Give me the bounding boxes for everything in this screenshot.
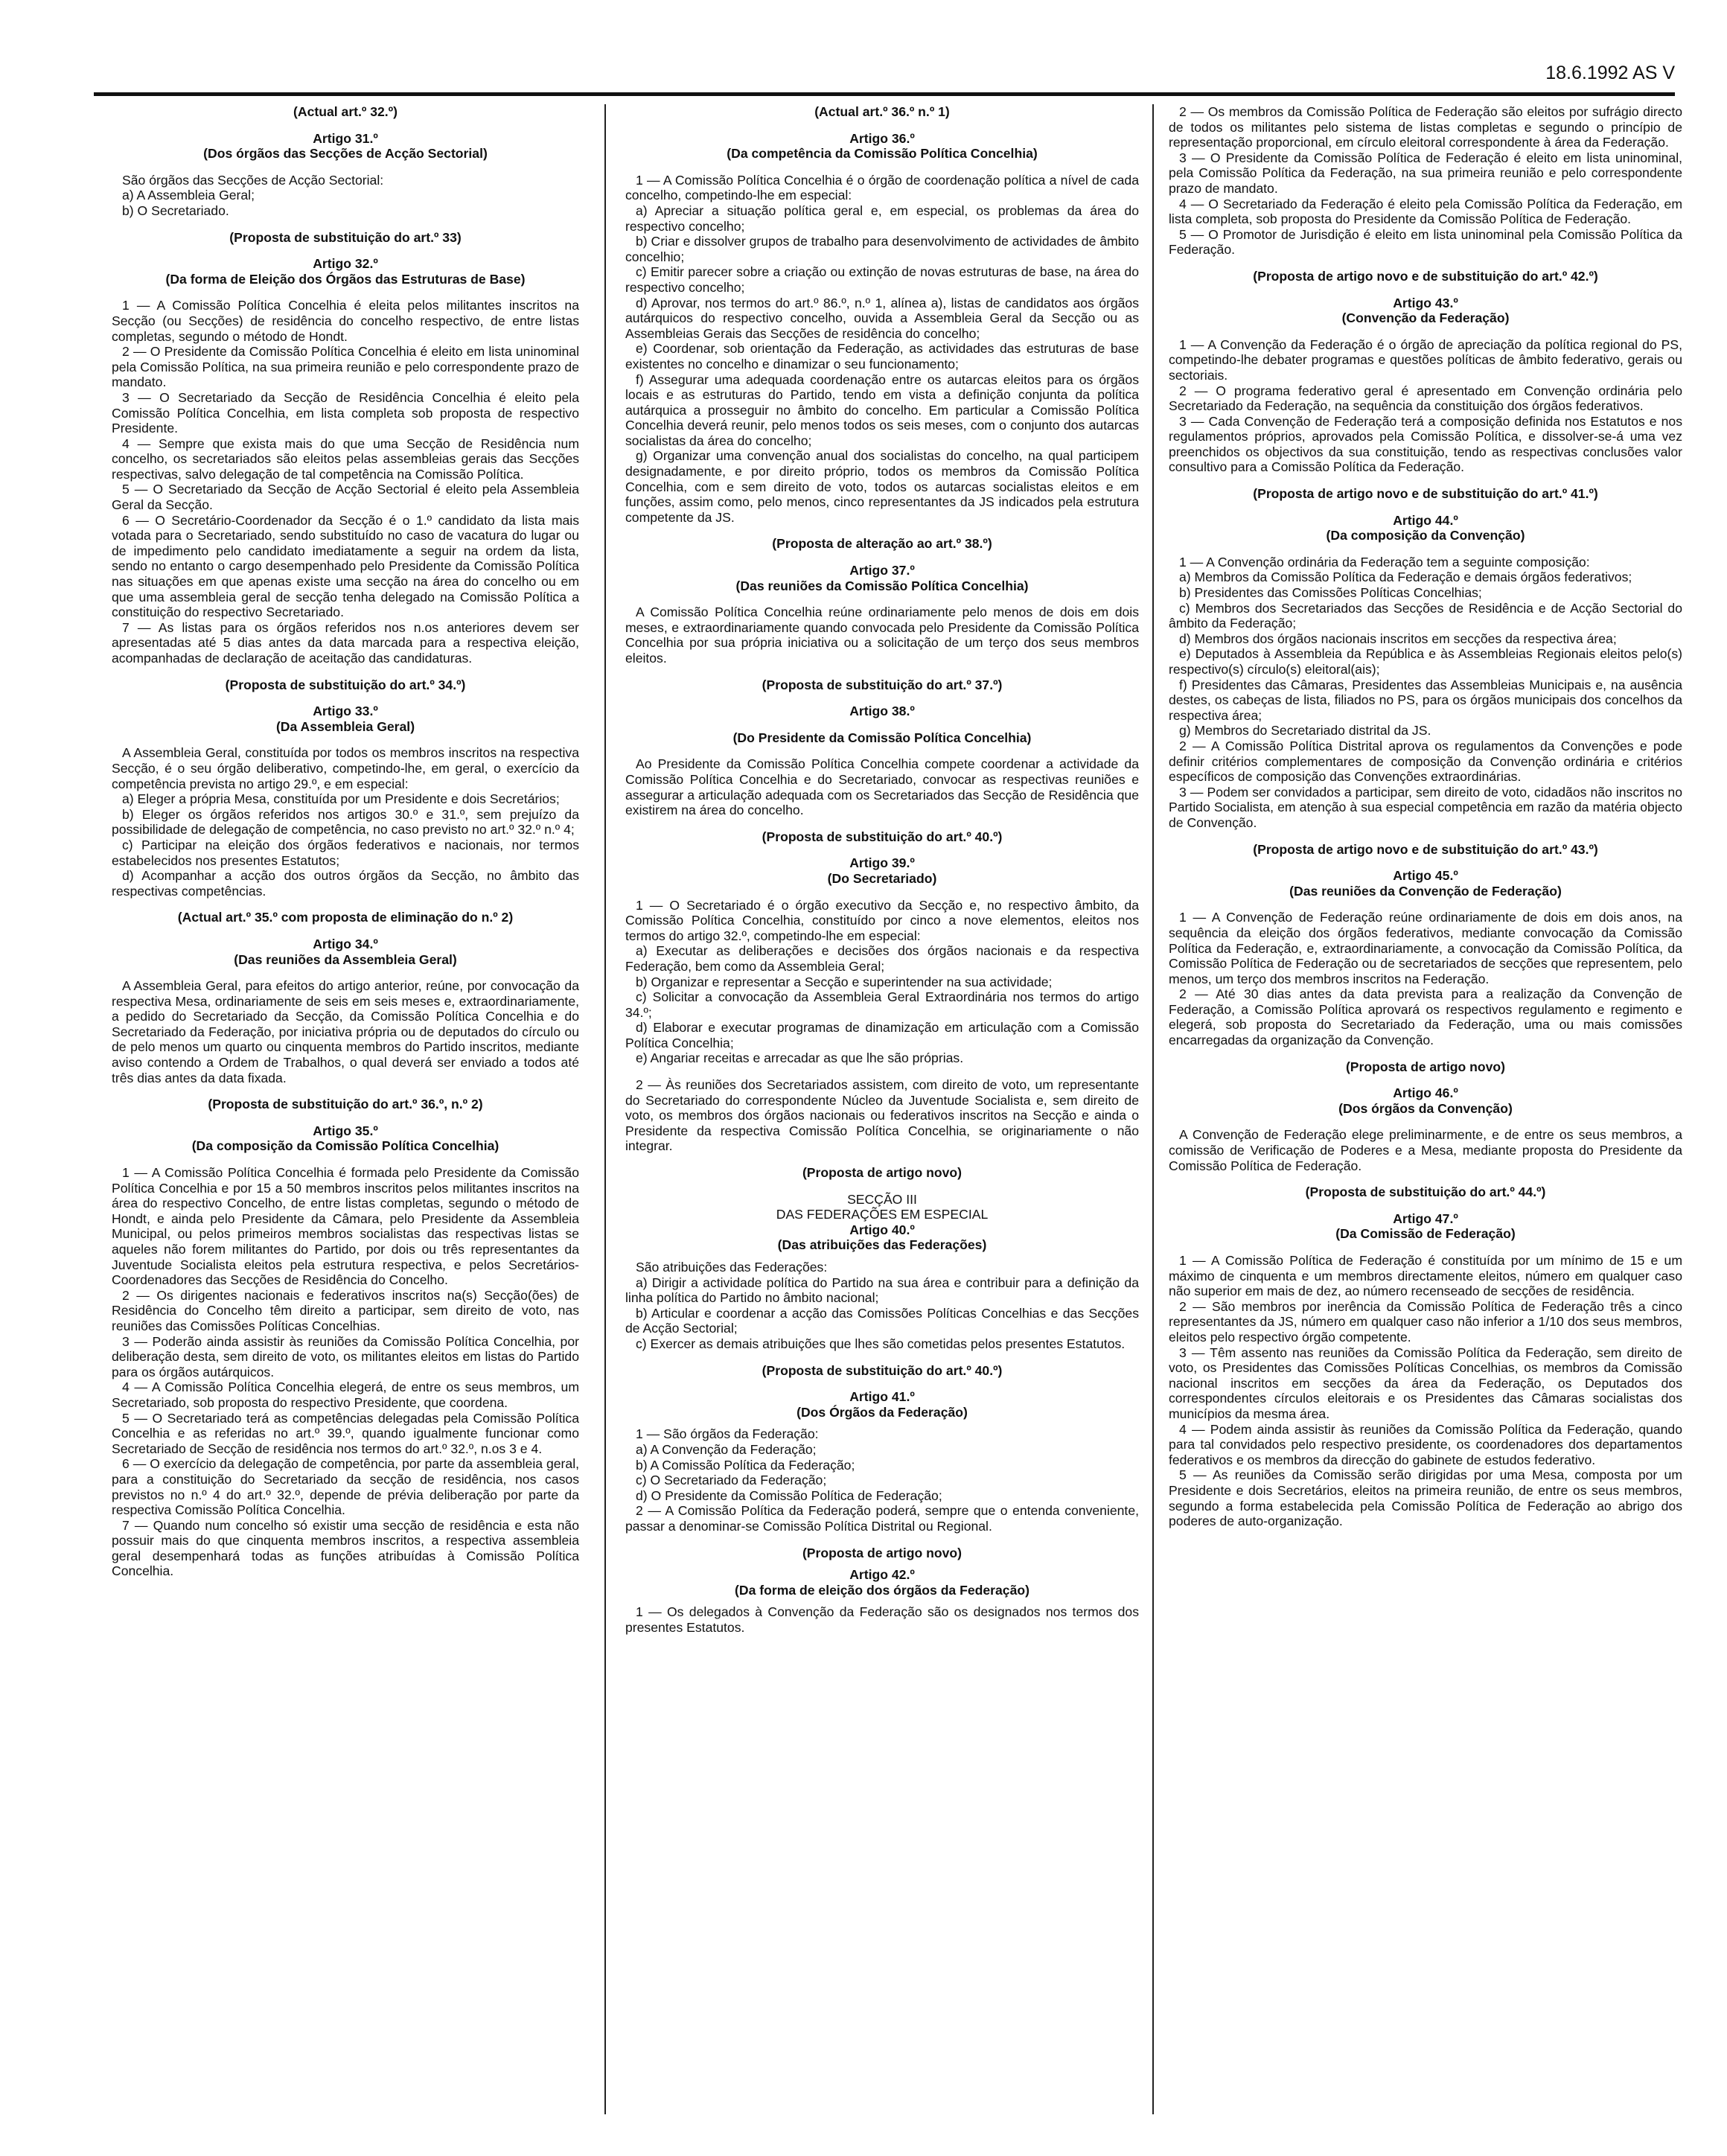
paragraph: 3 — O Presidente da Comissão Política de Federação é eleito em lista uninominal, pela Comissão Política da Federação, na sua primeira reunião e pelo correspondente prazo de mandato. bbox=[1169, 150, 1682, 196]
article-heading: Artigo 47.º bbox=[1393, 1211, 1458, 1226]
paragraph: a) Eleger a própria Mesa, constituída por um Presidente e dois Secretários; bbox=[122, 791, 560, 807]
paragraph: 2 — A Comissão Política da Federação poderá, sempre que o entenda conveniente, passar a denominar-se Comissão Política Distrital ou Regional. bbox=[625, 1503, 1139, 1534]
article-heading: (Proposta de substituição do art.º 40.º) bbox=[762, 829, 1003, 844]
article-heading: (Proposta de artigo novo e de substituição do art.º 43.º) bbox=[1253, 841, 1598, 857]
paragraph: c) Participar na eleição dos órgãos federativos e nacionais, nor termos estabelecidos nos presentes Estatutos; bbox=[112, 837, 579, 868]
article-heading: (Do Presidente da Comissão Política Concelhia) bbox=[732, 730, 1032, 745]
paragraph: c) Solicitar a convocação da Assembleia Geral Extraordinária nos termos do artigo 34.º; bbox=[625, 989, 1139, 1020]
page-date: 18.6.1992 AS V bbox=[1545, 63, 1675, 83]
paragraph: A Assembleia Geral, para efeitos do artigo anterior, reúne, por convocação da respectiva Mesa, ordinariamente de seis em seis meses e, extraordinariamente, a pedido do Secretariado da Secção, da Comissão Política Concelhia e do Secretariado da Federação, por iniciativa própria ou de deputados do círculo ou de pelo menos um quarto ou cinquenta membros do Partido inscritos, mediante aviso contendo a Ordem de Trabalhos, o qual deverá ser enviado a todos até três dias antes da data fixada. bbox=[112, 978, 579, 1085]
article-heading: (Proposta de artigo novo e de substituição do art.º 42.º) bbox=[1253, 268, 1598, 284]
article-heading: Artigo 44.º bbox=[1393, 512, 1458, 528]
paragraph: b) Criar e dissolver grupos de trabalho para desenvolvimento de actividades de âmbito concelhio; bbox=[625, 234, 1139, 264]
paragraph: 1 — A Convenção ordinária da Federação tem a seguinte composição: bbox=[1179, 554, 1590, 570]
article-heading: (Da composição da Convenção) bbox=[1326, 528, 1525, 543]
paragraph: g) Membros do Secretariado distrital da JS. bbox=[1179, 723, 1431, 739]
article-heading: (Proposta de artigo novo) bbox=[802, 1545, 963, 1560]
paragraph: 1 — A Convenção de Federação reúne ordinariamente de dois em dois anos, na sequência da eleição dos órgãos federativos, mediante convocação da Comissão Política da Federação, e, extraordinariamente, a convocação da Comissão Política, da Comissão Política de Federação ou de secretariados de secções que representem, pelo menos, um terço dos membros inscritos na Federação. bbox=[1169, 910, 1682, 986]
paragraph: c) Exercer as demais atribuições que lhes são cometidas pelos presentes Estatutos. bbox=[636, 1336, 1126, 1351]
article-heading: (Convenção da Federação) bbox=[1341, 310, 1510, 326]
paragraph: a) Executar as deliberações e decisões dos órgãos nacionais e da respectiva Federação, bem como da Assembleia Geral; bbox=[625, 943, 1139, 974]
paragraph: 6 — O exercício da delegação de competência, por parte da assembleia geral, para a constituição do Secretariado da secção de residência, nos casos previstos no n.º 4 do art.º 32.º, depende de prévia deliberação por parte da respectiva Comissão Política Concelhia. bbox=[112, 1456, 579, 1518]
paragraph: 2 — São membros por inerência da Comissão Política de Federação três a cinco representantes da JS, número em qualquer caso não inferior a 1/10 dos seus membros, eleitos pelo respectivo órgão competente. bbox=[1169, 1298, 1682, 1345]
article-heading: (Dos órgãos da Convenção) bbox=[1338, 1100, 1513, 1116]
article-heading: (Da composição da Comissão Política Concelhia) bbox=[191, 1138, 499, 1154]
header-rule bbox=[94, 92, 1675, 96]
article-heading: SECÇÃO III bbox=[847, 1191, 917, 1207]
article-heading: (Proposta de substituição do art.º 33) bbox=[229, 229, 462, 245]
article-heading: (Do Secretariado) bbox=[827, 870, 937, 886]
column-right bbox=[1169, 104, 1682, 2129]
article-heading: Artigo 37.º bbox=[849, 563, 915, 578]
paragraph: 2 — O programa federativo geral é apresentado em Convenção ordinária pelo Secretariado da Federação, na sequência da constituição dos órgãos federativos. bbox=[1169, 383, 1682, 414]
paragraph: b) Organizar e representar a Secção e superintender na sua actividade; bbox=[636, 974, 1053, 989]
paragraph: 1 — A Comissão Política Concelhia é o órgão de coordenação política a nível de cada concelho, competindo-lhe em especial: bbox=[625, 172, 1139, 203]
article-heading: (Proposta de substituição do art.º 34.º) bbox=[225, 677, 466, 692]
article-heading: Artigo 45.º bbox=[1393, 868, 1458, 884]
article-heading: Artigo 39.º bbox=[849, 855, 915, 871]
paragraph: A Assembleia Geral, constituída por todos os membros inscritos na respectiva Secção, é o seu órgão deliberativo, competindo-lhe, em geral, o exercício da competência prevista no artigo 29.º, e em especial: bbox=[112, 745, 579, 791]
article-heading: (Proposta de substituição do art.º 37.º) bbox=[762, 677, 1003, 692]
paragraph: d) Aprovar, nos termos do art.º 86.º, n.º 1, alínea a), listas de candidatos aos órgãos autárquicos do respectivo concelho, ouvida a Assembleia Geral da Secção ou as Assembleias Gerais das Secções de residência do concelho; bbox=[625, 295, 1139, 341]
article-heading: (Dos órgãos das Secções de Acção Sectorial) bbox=[203, 146, 488, 162]
paragraph: 4 — Sempre que exista mais do que uma Secção de Residência num concelho, os secretariados são eleitos pelas assembleias gerais das Secções respectivas, salvo delegação de tal competência na Comissão Política. bbox=[112, 436, 579, 482]
page-header bbox=[94, 63, 1675, 92]
paragraph: 1 — São órgãos da Federação: bbox=[636, 1426, 819, 1442]
paragraph: 3 — O Secretariado da Secção de Residência Concelhia é eleito pela Comissão Política Concelhia, em lista completa sob proposta de respectivo Presidente. bbox=[112, 389, 579, 436]
article-heading: DAS FEDERAÇÕES EM ESPECIAL bbox=[776, 1207, 989, 1222]
paragraph: d) Elaborar e executar programas de dinamização em articulação com a Comissão Política Concelhia; bbox=[625, 1020, 1139, 1050]
paragraph: 2 — A Comissão Política Distrital aprova os regulamentos da Convenções e pode definir critérios complementares de composição da Convenção ordinária e critérios específicos de composição das Convenções extraordinárias. bbox=[1169, 738, 1682, 785]
article-heading: Artigo 36.º bbox=[849, 130, 915, 146]
paragraph: A Convenção de Federação elege preliminarmente, e de entre os seus membros, a comissão de Verificação de Poderes e a Mesa, mediante proposta do Presidente da Comissão Política de Federação. bbox=[1169, 1127, 1682, 1173]
article-heading: (Proposta de artigo novo) bbox=[802, 1165, 963, 1181]
article-heading: Artigo 40.º bbox=[849, 1222, 915, 1237]
paragraph: 5 — As reuniões da Comissão serão dirigidas por uma Mesa, composta por um Presidente e dois Secretários, eleitos na primeira reunião, de entre os seus membros, segundo a forma estabelecida pela Comissão Política de Federação ao abrigo dos poderes de auto-organização. bbox=[1169, 1467, 1682, 1529]
paragraph: 2 — Os membros da Comissão Política de Federação são eleitos por sufrágio directo de todos os militantes pelo sistema de listas completas e segundo o princípio de representação proporcional, em círculo eleitoral correspondente à área da Federação. bbox=[1169, 104, 1682, 150]
paragraph: São órgãos das Secções de Acção Sectorial: bbox=[122, 172, 384, 188]
article-heading: (Proposta de artigo novo e de substituição do art.º 41.º) bbox=[1253, 486, 1598, 502]
paragraph: 2 — Às reuniões dos Secretariados assistem, com direito de voto, um representante do Secretariado do correspondente Núcleo da Juventude Socialista e, sem direito de voto, os membros dos órgãos nacionais ou federativos inscritos na Secção e ainda o Presidente da respectiva Comissão Política Concelhia, se originariamente o não integrar. bbox=[625, 1077, 1139, 1154]
paragraph: 5 — O Promotor de Jurisdição é eleito em lista uninominal pela Comissão Política da Federação. bbox=[1169, 226, 1682, 258]
paragraph: 1 — A Convenção da Federação é o órgão de apreciação da política regional do PS, competindo-lhe debater programas e questões políticas de âmbito federativo, gerais ou sectoriais. bbox=[1169, 337, 1682, 383]
article-heading: Artigo 38.º bbox=[849, 704, 915, 719]
paragraph: b) Eleger os órgãos referidos nos artigos 30.º e 31.º, sem prejuízo da possibilidade de delegação de competência, no caso previsto no art.º 32.º n.º 4; bbox=[112, 806, 579, 838]
article-heading: (Actual art.º 36.º n.º 1) bbox=[814, 104, 950, 119]
paragraph: d) Membros dos órgãos nacionais inscritos em secções da respectiva área; bbox=[1179, 631, 1617, 646]
article-heading: (Actual art.º 35.º com proposta de eliminação do n.º 2) bbox=[177, 910, 514, 925]
article-heading: Artigo 43.º bbox=[1393, 295, 1458, 310]
article-heading: Artigo 41.º bbox=[849, 1389, 915, 1405]
paragraph: 2 — Os dirigentes nacionais e federativos inscritos na(s) Secção(ões) de Residência do Concelho têm direito a participar, sem direito de voto, nas reuniões das Comissões Políticas Concelhias. bbox=[112, 1287, 579, 1333]
paragraph: d) O Presidente da Comissão Política de Federação; bbox=[636, 1487, 942, 1503]
paragraph: d) Acompanhar a acção dos outros órgãos da Secção, no âmbito das respectivas competências. bbox=[112, 868, 579, 899]
article-heading: Artigo 31.º bbox=[313, 130, 378, 146]
article-heading: (Da competência da Comissão Política Concelhia) bbox=[727, 146, 1038, 162]
article-heading: (Da forma de Eleição dos Órgãos das Estruturas de Base) bbox=[165, 271, 526, 287]
paragraph: b) A Comissão Política da Federação; bbox=[636, 1457, 855, 1473]
column-middle bbox=[625, 104, 1139, 2129]
paragraph: 1 — A Comissão Política de Federação é constituída por um mínimo de 15 e um máximo de cinquenta e um membros directamente eleitos, número em qualquer caso não superior em mais de dez, ao número recenseado de secções de residência. bbox=[1169, 1253, 1682, 1299]
article-heading: (Proposta de substituição do art.º 44.º) bbox=[1305, 1184, 1546, 1200]
article-heading: (Proposta de substituição do art.º 40.º) bbox=[762, 1362, 1003, 1378]
paragraph: 7 — Quando num concelho só existir uma secção de residência e esta não possuir mais do que cinquenta membros inscritos, a respectiva assembleia geral desempenhará todas as funções atribuídas à Comissão Política Concelhia. bbox=[112, 1517, 579, 1579]
column-divider-1 bbox=[604, 104, 606, 2114]
paragraph: c) O Secretariado da Federação; bbox=[636, 1473, 827, 1488]
article-heading: (Proposta de artigo novo) bbox=[1345, 1059, 1506, 1074]
article-heading: (Da Assembleia Geral) bbox=[275, 718, 415, 734]
article-heading: Artigo 42.º bbox=[849, 1567, 915, 1583]
article-heading: Artigo 32.º bbox=[313, 256, 378, 272]
paragraph: 2 — Até 30 dias antes da data prevista para a realização da Convenção de Federação, a Comissão Política aprovará os respectivos regulamento e regimento e elegerá, sob proposta do Secretariado da Federação, uma ou mais comissões encarregadas da organização da Convenção. bbox=[1169, 986, 1682, 1048]
paragraph: c) Membros dos Secretariados das Secções de Residência e de Acção Sectorial do âmbito da Federação; bbox=[1169, 600, 1682, 631]
paragraph: São atribuições das Federações: bbox=[636, 1260, 828, 1275]
paragraph: 3 — Podem ser convidados a participar, sem direito de voto, cidadãos não inscritos no Partido Socialista, em atenção à sua especial competência em razão da matéria objecto de Convenção. bbox=[1169, 784, 1682, 830]
article-heading: (Das reuniões da Comissão Política Concelhia) bbox=[735, 578, 1029, 593]
paragraph: 3 — Poderão ainda assistir às reuniões da Comissão Política Concelhia, por deliberação desta, sem direito de voto, os militantes eleitos em listas do Partido para os órgãos autárquicos. bbox=[112, 1333, 579, 1380]
paragraph: 1 — O Secretariado é o órgão executivo da Secção e, no respectivo âmbito, da Comissão Política Concelhia, constituído por cinco a nove elementos, eleitos nos termos do artigo 32.º, competindo-lhe em especial: bbox=[625, 897, 1139, 943]
article-heading: (Das reuniões da Assembleia Geral) bbox=[234, 951, 457, 967]
paragraph: b) Presidentes das Comissões Políticas Concelhias; bbox=[1179, 585, 1482, 601]
paragraph: g) Organizar uma convenção anual dos socialistas do concelho, na qual participem designadamente, e por direito próprio, todos os membros da Comissão Política Concelhia, com e sem direito de voto, todos os autarcas socialistas eleitos e em funções, assim como, pelo menos, cinco representantes da JS indicados pela estrutura competente da JS. bbox=[625, 448, 1139, 525]
article-heading: Artigo 46.º bbox=[1393, 1085, 1458, 1101]
paragraph: 3 — Têm assento nas reuniões da Comissão Política da Federação, sem direito de voto, os Presidentes das Comissões Políticas Concelhias, os membros da Comissão nacional inscritos em secções da área da Federação, os Deputados dos correspondentes círculos eleitorais e os Presidentes das Câmaras socialistas dos municípios da mesma área. bbox=[1169, 1345, 1682, 1421]
paragraph: 5 — O Secretariado terá as competências delegadas pela Comissão Política Concelhia e as referidas no art.º 39.º, quando igualmente funcionar como Secretariado de Secção de residência nos termos do art.º 32.º, n.os 3 e 4. bbox=[112, 1410, 579, 1456]
paragraph: 4 — Podem ainda assistir às reuniões da Comissão Política da Federação, quando para tal convidados pelo respectivo presidente, os coordenadores dos departamentos federativos e os membros da direcção do gabinete de estudos federativo. bbox=[1169, 1421, 1682, 1467]
paragraph: 1 — A Comissão Política Concelhia é eleita pelos militantes inscritos na Secção (ou Secções) de residência do concelho respectivo, de entre listas completas, segundo o método de Hondt. bbox=[112, 298, 579, 344]
article-heading: (Proposta de alteração ao art.º 38.º) bbox=[772, 536, 992, 552]
paragraph: a) Membros da Comissão Política da Federação e demais órgãos federativos; bbox=[1179, 570, 1632, 585]
paragraph: b) Articular e coordenar a acção das Comissões Políticas Concelhias e das Secções de Acção Sectorial; bbox=[625, 1305, 1139, 1336]
paragraph: 7 — As listas para os órgãos referidos nos n.os anteriores devem ser apresentadas até 5 dias antes da data marcada para a respectiva eleição, acompanhadas de declaração de aceitação das candidaturas. bbox=[112, 619, 579, 666]
paragraph: e) Deputados à Assembleia da República e às Assembleias Regionais eleitos pelo(s) respectivo(s) círculo(s) eleitoral(ais); bbox=[1169, 646, 1682, 677]
paragraph: a) A Assembleia Geral; bbox=[122, 188, 255, 203]
paragraph: c) Emitir parecer sobre a criação ou extinção de novas estruturas de base, na área do respectivo concelho; bbox=[625, 264, 1139, 295]
paragraph: e) Angariar receitas e arrecadar as que lhe são próprias. bbox=[636, 1050, 964, 1066]
paragraph: 5 — O Secretariado da Secção de Acção Sectorial é eleito pela Assembleia Geral da Secção. bbox=[112, 482, 579, 513]
column-left bbox=[112, 104, 579, 2129]
article-heading: (Actual art.º 32.º) bbox=[293, 104, 398, 119]
article-heading: (Dos Órgãos da Federação) bbox=[797, 1404, 968, 1420]
paragraph: Ao Presidente da Comissão Política Concelhia compete coordenar a actividade da Comissão Política Concelhia e do Secretariado, convocar as respectivas reuniões e assegurar a articulação adequada com os Secretariados das Secção de Residência que existirem na área do concelho. bbox=[625, 756, 1139, 818]
article-heading: (Da forma de eleição dos órgãos da Federação) bbox=[735, 1582, 1030, 1598]
article-heading: Artigo 33.º bbox=[313, 704, 378, 719]
paragraph: f) Assegurar uma adequada coordenação entre os autarcas eleitos para os órgãos locais e as estruturas do Partido, tendo em vista a definição conjunta da política autárquica a prosseguir no âmbito do concelho. Em particular a Comissão Política Concelhia deverá reunir, pelo menos todos os seis meses, com o conjunto dos autarcas socialistas da área do concelho; bbox=[625, 371, 1139, 448]
paragraph: a) Apreciar a situação política geral e, em especial, os problemas da área do respectivo concelho; bbox=[625, 202, 1139, 234]
paragraph: 3 — Cada Convenção de Federação terá a composição definida nos Estatutos e nos regulamentos próprios, aprovados pela Comissão Política, e dissolver-se-á uma vez preenchidos os objectivos da sua constituição, tendo as respectivas conclusões valor consultivo para a Comissão Política da Federação. bbox=[1169, 413, 1682, 475]
column-divider-2 bbox=[1152, 104, 1154, 2114]
article-heading: (Das atribuições das Federações) bbox=[777, 1237, 987, 1253]
paragraph: 4 — O Secretariado da Federação é eleito pela Comissão Política da Federação, em lista completa, sob proposta do Presidente da Comissão Política de Federação. bbox=[1169, 196, 1682, 227]
paragraph: a) A Convenção da Federação; bbox=[636, 1441, 817, 1457]
paragraph: e) Coordenar, sob orientação da Federação, as actividades das estruturas de base existentes no concelho e dinamizar o seu funcionamento; bbox=[625, 341, 1139, 371]
paragraph: f) Presidentes das Câmaras, Presidentes das Assembleias Municipais e, na ausência destes, os cabeças de lista, filiados no PS, para os órgãos municipais dos concelhos da respectiva área; bbox=[1169, 677, 1682, 723]
paragraph: 6 — O Secretário-Coordenador da Secção é o 1.º candidato da lista mais votada para o Secretariado, sendo substituído no caso de vacatura do lugar ou de impedimento pelo candidato imediatamente a seguir na ordem da lista, sendo no entanto o cargo desempenhado pelo Presidente da Comissão Política nas situações em que apenas existe uma secção na área do concelho ou em que uma assembleia geral de secção tenha delegado na Comissão Política a constituição do respectivo Secretariado. bbox=[112, 512, 579, 620]
article-heading: (Da Comissão de Federação) bbox=[1335, 1226, 1516, 1242]
paragraph: a) Dirigir a actividade política do Partido na sua área e contribuir para a definição da linha política do Partido no âmbito nacional; bbox=[625, 1275, 1139, 1306]
article-heading: Artigo 35.º bbox=[313, 1123, 378, 1138]
paragraph: 2 — O Presidente da Comissão Política Concelhia é eleito em lista uninominal pela Comissão Política, na sua primeira reunião e pelo correspondente prazo de mandato. bbox=[112, 344, 579, 390]
paragraph: 1 — A Comissão Política Concelhia é formada pelo Presidente da Comissão Política Concelhia e por 15 a 50 membros inscritos pelos militantes inscritos na área do respectivo Concelho, de entre listas completas, segundo o método de Hondt, e ainda pelo Presidente da Câmara, pelo Presidente da Assembleia Municipal, ou pelos primeiros membros socialistas das respectivas listas se aqueles não forem militantes do Partido, por dois ou três representantes da Juventude Socialista eleitos pela estrutura respectiva, e pelos Secretários-Coordenadores das Secções de Residência do Concelho. bbox=[112, 1165, 579, 1288]
paragraph: A Comissão Política Concelhia reúne ordinariamente pelo menos de dois em dois meses, e extraordinariamente quando convocada pelo Presidente da Comissão Política Concelhia por sua própria iniciativa ou a solicitação de um terço dos seus membros eleitos. bbox=[625, 605, 1139, 666]
paragraph: b) O Secretariado. bbox=[122, 202, 229, 218]
article-heading: (Proposta de substituição do art.º 36.º, n.º 2) bbox=[208, 1097, 483, 1112]
article-heading: (Das reuniões da Convenção de Federação) bbox=[1289, 883, 1562, 899]
article-heading: Artigo 34.º bbox=[313, 936, 378, 951]
paragraph: 1 — Os delegados à Convenção da Federação são os designados nos termos dos presentes Estatutos. bbox=[625, 1604, 1139, 1635]
paragraph: 4 — A Comissão Política Concelhia elegerá, de entre os seus membros, um Secretariado, sob proposta do respectivo Presidente, que coordena. bbox=[112, 1380, 579, 1410]
